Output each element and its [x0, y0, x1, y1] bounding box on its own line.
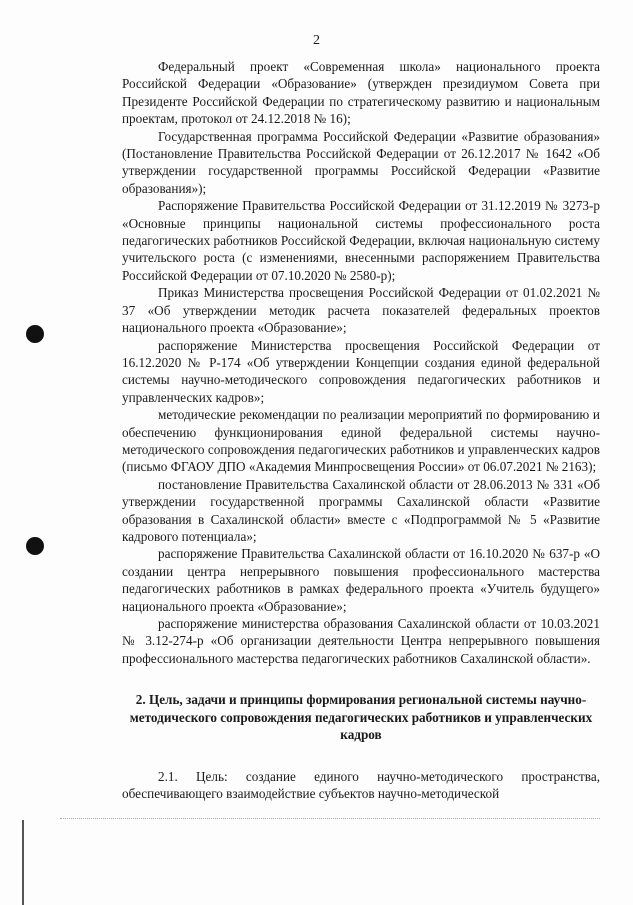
paragraph-7: постановление Правительства Сахалинской области от 28.06.2013 № 331 «Об утверждении государственной программы Сахалинской области «Развитие образования в Сахалинской области» вместе с «Подпрограммой № 5 «Развитие кадрового потенциала»;: [122, 476, 600, 544]
page-number: 2: [313, 33, 320, 48]
paragraph-6: методические рекомендации по реализации мероприятий по формированию и обеспечению функционирования единой федеральной системы научно-методического сопровождения педагогических работников и управленческих кадров (письмо ФГАОУ ДПО «Академия Минпросвещения России» от 06.07.2021 № 2163);: [122, 407, 600, 475]
punch-hole-bottom: [26, 537, 44, 555]
goal-paragraph: 2.1. Цель: создание единого научно-методического пространства, обеспечивающего взаимодействие субъектов научно-методической: [122, 769, 600, 802]
paragraph-3: Распоряжение Правительства Российской Федерации от 31.12.2019 № 3273-р «Основные принципы национальной системы профессионального роста педагогических работников Российской Федерации, включая национальную систему учительского роста (с изменениями, внесенными распоряжением Правительства Российской Федерации от 07.10.2020 № 2580-р);: [122, 198, 600, 283]
punch-hole-top: [26, 325, 44, 343]
paragraph-2: Государственная программа Российской Федерации «Развитие образования» (Постановление Правительства Российской Федерации от 26.12.2017 № 1642 «Об утверждении государственной программы Российской Федерации «Развитие образования»);: [122, 128, 600, 196]
paragraph-4: Приказ Министерства просвещения Российской Федерации от 01.02.2021 № 37 «Об утверждении методик расчета показателей федеральных проектов национального проекта «Образование»;: [122, 285, 600, 336]
document-body: [122, 58, 600, 803]
paragraph-5: распоряжение Министерства просвещения Российской Федерации от 16.12.2020 № Р-174 «Об утверждении Концепции создания единой федеральной системы научно-методического сопровождения педагогических работников и управленческих кадров»;: [122, 337, 600, 405]
paragraph-1: Федеральный проект «Современная школа» национального проекта Российской Федерации «Образование» (утвержден президиумом Совета при Президенте Российской Федерации по стратегическому развитию и национальным проектам, протокол от 24.12.2018 № 16);: [122, 59, 600, 127]
section-heading: 2. Цель, задачи и принципы формирования региональной системы научно-методического сопровождения педагогических работников и управленческих кадров: [129, 692, 593, 743]
paragraph-8: распоряжение Правительства Сахалинской области от 16.10.2020 № 637-р «О создании центра непрерывного повышения профессионального мастерства педагогических работников в рамках федерального проекта «Учитель будущего» национального проекта «Образование»;: [122, 546, 600, 614]
paragraph-9: распоряжение министерства образования Сахалинской области от 10.03.2021 № 3.12-274-р «Об организации деятельности Центра непрерывного повышения профессионального мастерства педагогических работников Сахалинской области».: [122, 616, 600, 666]
scan-binding-edge: [22, 820, 24, 905]
scan-artifact-line: [60, 818, 600, 820]
